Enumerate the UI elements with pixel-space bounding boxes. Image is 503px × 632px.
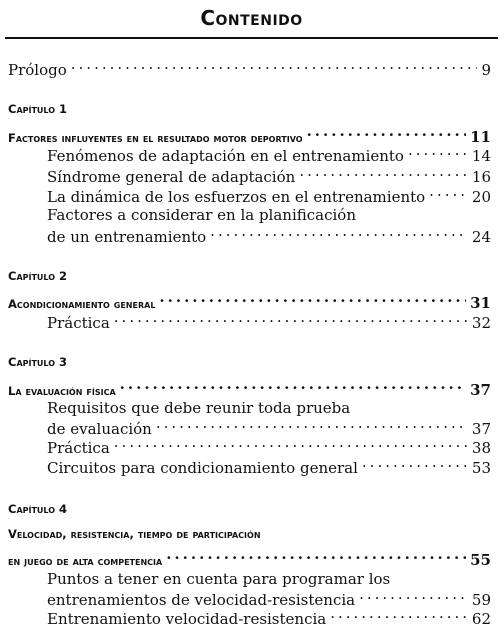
toc-entry-label: Circuitos para condicionamiento general bbox=[47, 459, 358, 477]
toc-entry-label: Fenómenos de adaptación en el entrenamiento bbox=[47, 147, 404, 165]
dot-leader bbox=[166, 550, 466, 565]
toc-page-number: 24 bbox=[471, 228, 491, 246]
toc-entry[interactable] bbox=[47, 187, 491, 206]
toc-entry-label: Factores influyentes en el resultado motor deportivo bbox=[8, 131, 303, 145]
toc-page-number: 20 bbox=[471, 188, 491, 206]
toc-entry-prologo[interactable] bbox=[8, 60, 491, 79]
toc-chapter-title-line1: Velocidad, resistencia, tiempo de participación bbox=[8, 527, 261, 541]
toc-entry[interactable] bbox=[47, 167, 491, 186]
toc-entry-label: Entrenamiento velocidad-resistencia bbox=[47, 610, 327, 628]
toc-page-number: 38 bbox=[471, 439, 491, 457]
toc-entry-label: La dinámica de los esfuerzos en el entrenamiento bbox=[47, 188, 426, 206]
toc-entry-label: Acondicionamiento general bbox=[8, 297, 156, 311]
dot-leader bbox=[120, 380, 466, 395]
page-title: Contenido bbox=[200, 6, 303, 30]
dot-leader bbox=[307, 127, 467, 142]
toc-entry-label: La evaluación física bbox=[8, 384, 116, 398]
toc-chapter-title[interactable] bbox=[8, 380, 491, 399]
toc-entry[interactable] bbox=[47, 146, 491, 165]
dot-leader bbox=[330, 609, 468, 624]
dot-leader bbox=[429, 187, 468, 202]
chapter-heading: Capítulo 1 bbox=[8, 102, 68, 116]
dot-leader bbox=[114, 313, 468, 328]
dot-leader bbox=[299, 167, 468, 182]
toc-page-number: 59 bbox=[471, 591, 491, 609]
toc-page-number: 32 bbox=[471, 314, 491, 332]
title-rule bbox=[5, 37, 498, 39]
dot-leader bbox=[114, 438, 468, 453]
toc-entry-label: Síndrome general de adaptación bbox=[47, 168, 296, 186]
chapter-heading: Capítulo 3 bbox=[8, 355, 68, 369]
dot-leader bbox=[159, 293, 466, 308]
toc-entry-label: Práctica bbox=[47, 314, 110, 332]
toc-entry[interactable] bbox=[47, 419, 491, 438]
toc-entry[interactable] bbox=[47, 458, 491, 477]
toc-page-number: 31 bbox=[470, 294, 491, 312]
toc-entry-label: en juego de alta competencia bbox=[8, 554, 163, 568]
toc-entry[interactable] bbox=[47, 609, 491, 628]
toc-entry-label-line1: Factores a considerar en la planificación bbox=[47, 206, 356, 224]
toc-entry-label-line1: Puntos a tener en cuenta para programar los bbox=[47, 570, 391, 588]
toc-entry-label-line1: Requisitos que debe reunir toda prueba bbox=[47, 399, 351, 417]
dot-leader bbox=[71, 60, 478, 75]
toc-entry[interactable] bbox=[47, 590, 491, 609]
toc-chapter-title[interactable] bbox=[8, 550, 491, 569]
toc-entry-label: Práctica bbox=[47, 439, 110, 457]
toc-page-number: 53 bbox=[471, 459, 491, 477]
toc-page-number: 9 bbox=[481, 61, 491, 79]
toc-page-number: 37 bbox=[471, 420, 491, 438]
toc-page-number: 55 bbox=[470, 551, 491, 569]
toc-chapter-title[interactable] bbox=[8, 293, 491, 312]
toc-entry-label: de un entrenamiento bbox=[47, 228, 207, 246]
dot-leader bbox=[362, 458, 468, 473]
toc-chapter-title[interactable] bbox=[8, 127, 491, 146]
toc-page-number: 37 bbox=[470, 381, 491, 399]
toc-page-number: 14 bbox=[471, 147, 491, 165]
toc-entry-label: de evaluación bbox=[47, 420, 152, 438]
toc-page-number: 11 bbox=[470, 128, 491, 146]
dot-leader bbox=[210, 227, 468, 242]
dot-leader bbox=[408, 146, 468, 161]
dot-leader bbox=[156, 419, 468, 434]
chapter-heading: Capítulo 2 bbox=[8, 269, 68, 283]
toc-entry[interactable] bbox=[47, 227, 491, 246]
toc-entry-label: Prólogo bbox=[8, 61, 67, 79]
toc-entry[interactable] bbox=[47, 438, 491, 457]
chapter-heading: Capítulo 4 bbox=[8, 502, 68, 516]
toc-entry[interactable] bbox=[47, 313, 491, 332]
toc-page-number: 16 bbox=[471, 168, 491, 186]
toc-entry-label: entrenamientos de velocidad-resistencia bbox=[47, 591, 356, 609]
toc-page-number: 62 bbox=[471, 610, 491, 628]
dot-leader bbox=[359, 590, 468, 605]
